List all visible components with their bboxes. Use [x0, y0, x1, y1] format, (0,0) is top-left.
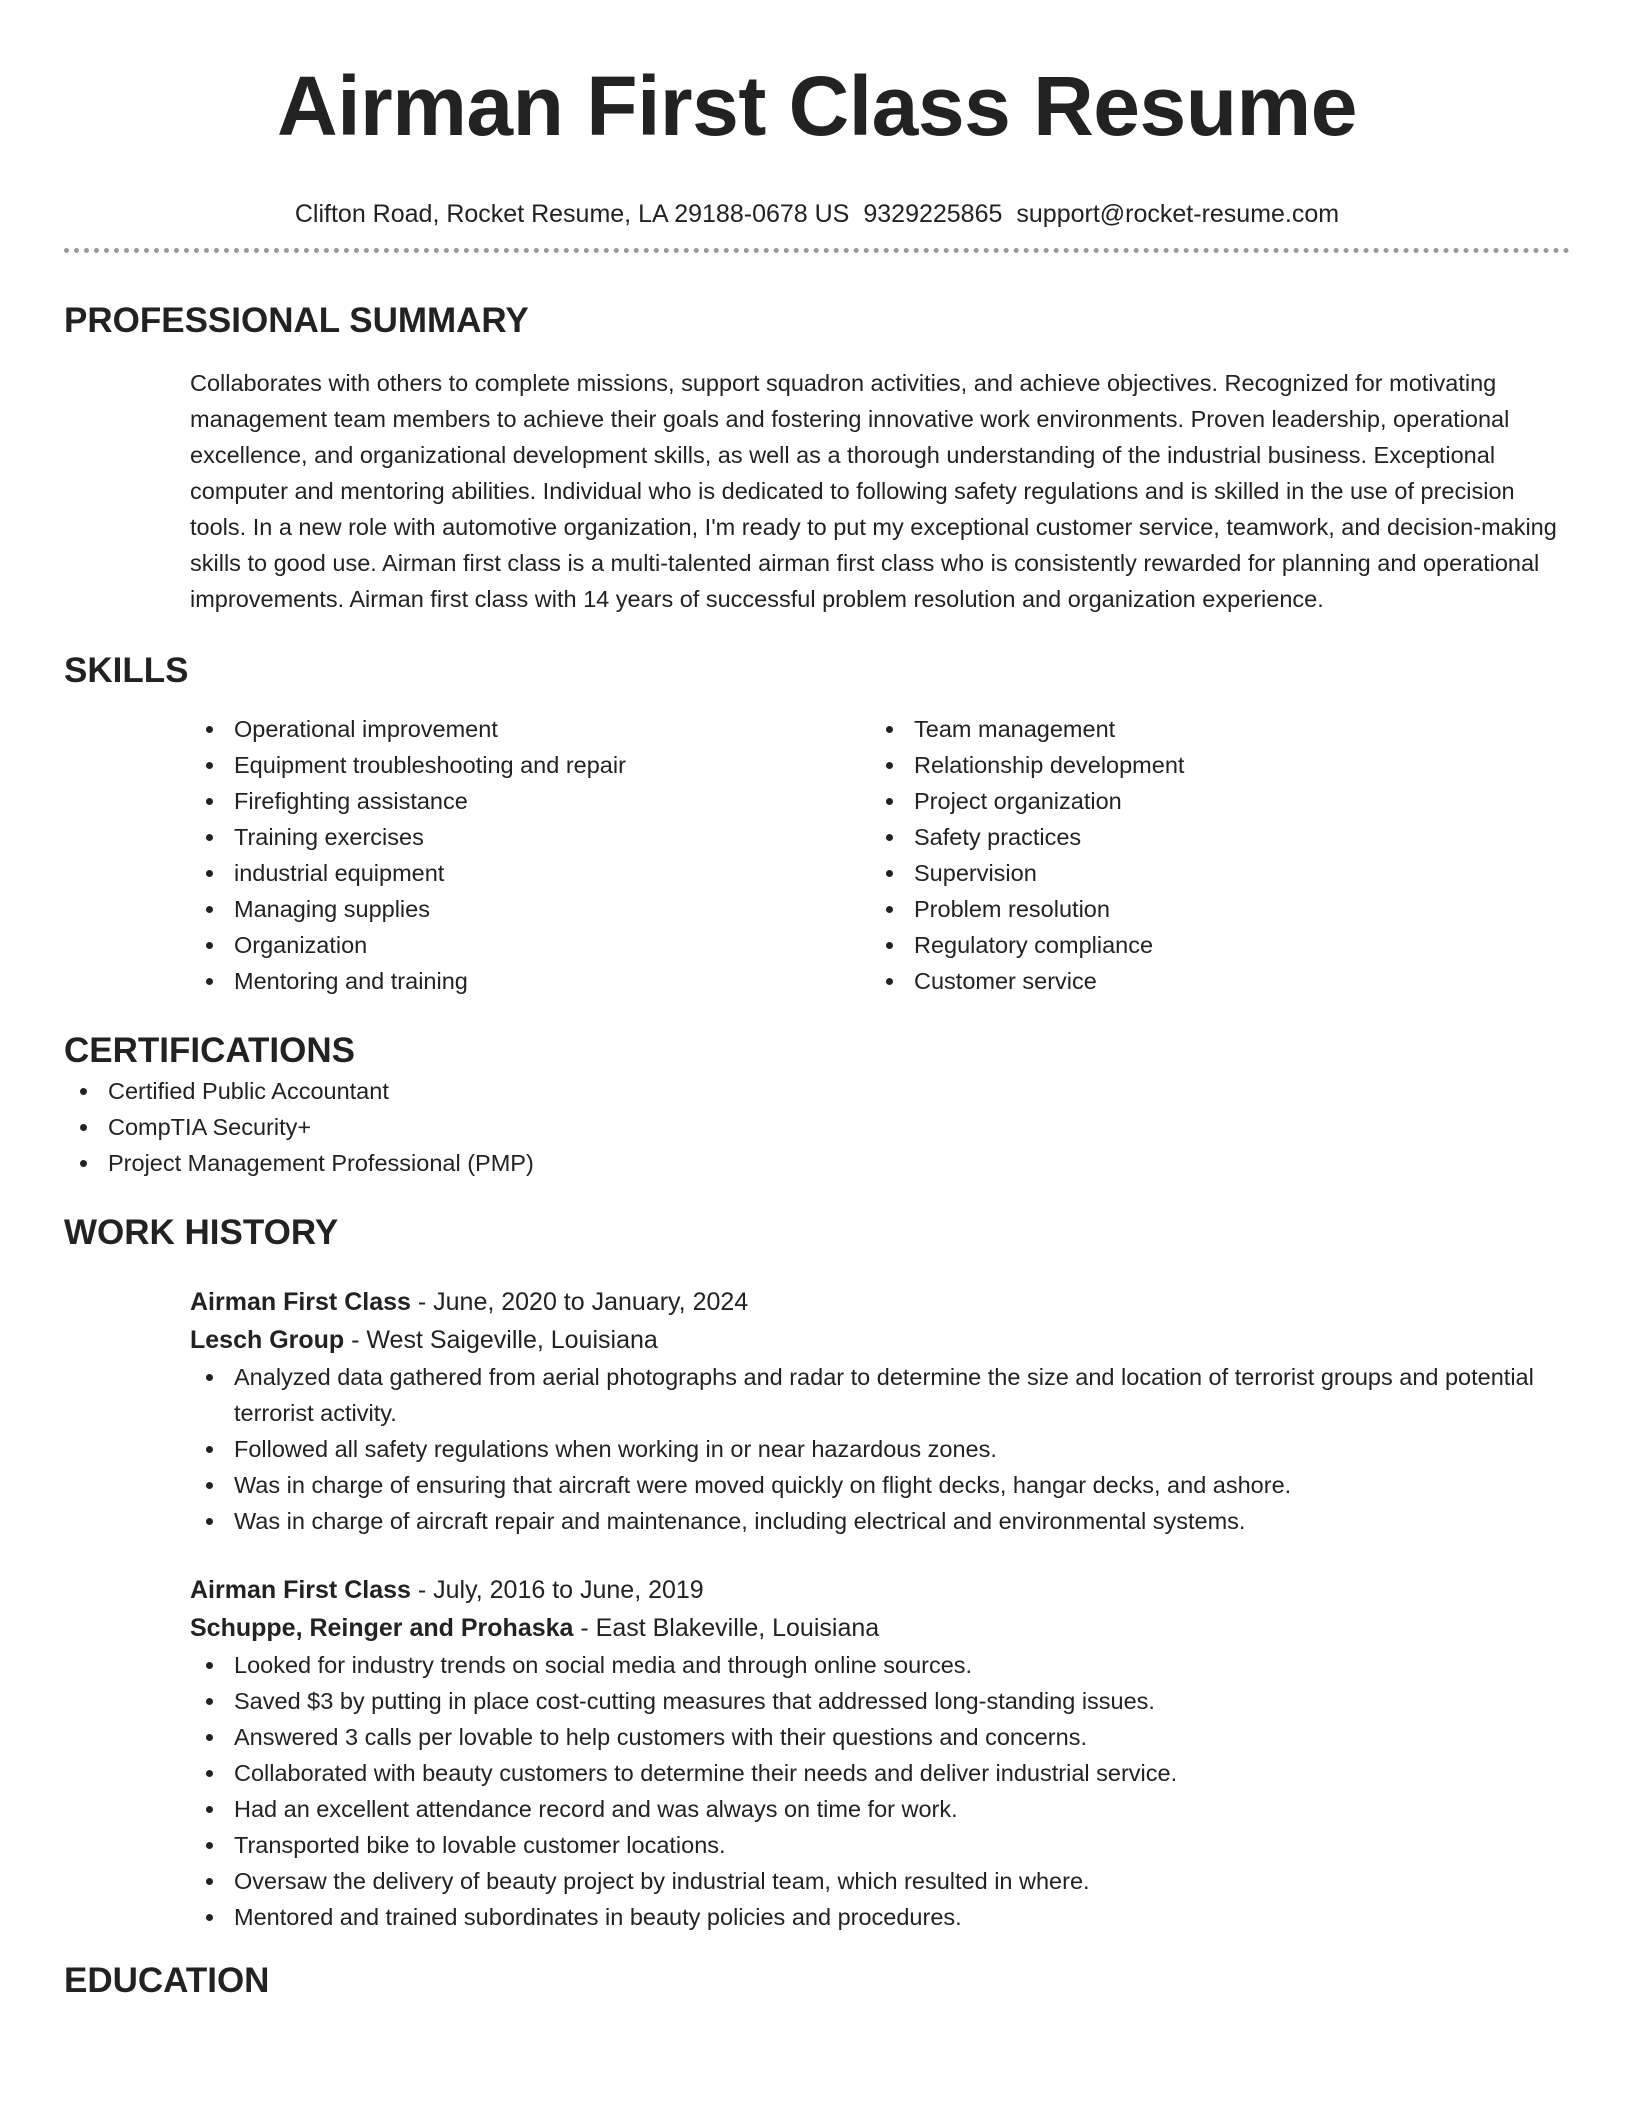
contact-line: [64, 198, 1570, 230]
bullet-icon: [206, 1770, 213, 1777]
job-duties-list: [190, 1647, 1570, 1935]
bullet-icon: [206, 1842, 213, 1849]
job-title: Airman First Class: [190, 1576, 411, 1604]
skill-item: Supervision: [870, 855, 1550, 891]
certification-item: CompTIA Security+: [64, 1109, 1570, 1145]
job-duty: Analyzed data gathered from aerial photographs and radar to determine the size and location of terrorist groups and potential terrorist activity.: [190, 1359, 1570, 1431]
skill-item: industrial equipment: [190, 855, 870, 891]
skills-list-left: [190, 711, 870, 999]
skills-list-right: [870, 711, 1550, 999]
skills-column-right: [870, 711, 1550, 999]
skills-grid: [190, 711, 1570, 999]
job-location: - West Saigeville, Louisiana: [344, 1326, 658, 1354]
job-title-line: [190, 1571, 1570, 1609]
skill-item: Relationship development: [870, 747, 1550, 783]
skills-heading: SKILLS: [64, 651, 189, 690]
bullet-icon: [886, 942, 893, 949]
bullet-icon: [206, 1914, 213, 1921]
summary-paragraph: Collaborates with others to complete missions, support squadron activities, and achieve objectives. Recognized for motivating management team members to achieve their goals and fostering innovative work environments. Proven leadership, operational excellence, and organizational development skills, as well as a thorough understanding of the industrial business. Exceptional computer and mentoring abilities. Individual who is dedicated to following safety regulations and is skilled in the use of precision tools. In a new role with automotive organization, I'm ready to put my exceptional customer service, teamwork, and decision-making skills to good use. Airman first class is a multi-talented airman first class who is consistently rewarded for planning and operational improvements. Airman first class with 14 years of successful problem resolution and organization experience.: [190, 370, 1557, 612]
bullet-icon: [206, 798, 213, 805]
job-duty: Had an excellent attendance record and was always on time for work.: [190, 1791, 1570, 1827]
bullet-icon: [206, 906, 213, 913]
job-duty: Transported bike to lovable customer locations.: [190, 1827, 1570, 1863]
bullet-icon: [206, 870, 213, 877]
bullet-icon: [206, 1374, 213, 1381]
skill-item: Problem resolution: [870, 891, 1550, 927]
skill-item: Operational improvement: [190, 711, 870, 747]
bullet-icon: [886, 978, 893, 985]
job-duty: Followed all safety regulations when working in or near hazardous zones.: [190, 1431, 1570, 1467]
bullet-icon: [206, 1734, 213, 1741]
bullet-icon: [886, 762, 893, 769]
bullet-icon: [206, 1446, 213, 1453]
contact-email: support@rocket-resume.com: [1016, 200, 1340, 228]
education-heading: EDUCATION: [64, 1961, 270, 2000]
skill-item: Customer service: [870, 963, 1550, 999]
certifications-list: [64, 1073, 1570, 1181]
resume-page: [64, 0, 1570, 2112]
skill-item: Project organization: [870, 783, 1550, 819]
header-divider: [64, 248, 1570, 253]
bullet-icon: [206, 726, 213, 733]
bullet-icon: [206, 1698, 213, 1705]
job-duty: Answered 3 calls per lovable to help customers with their questions and concerns.: [190, 1719, 1570, 1755]
work-history-heading: WORK HISTORY: [64, 1213, 339, 1252]
skill-item: Mentoring and training: [190, 963, 870, 999]
bullet-icon: [80, 1160, 87, 1167]
job-company-line: [190, 1609, 1570, 1647]
job-dates: - June, 2020 to January, 2024: [410, 1288, 749, 1316]
bullet-icon: [886, 726, 893, 733]
skills-column-left: [190, 711, 870, 999]
skill-item: Team management: [870, 711, 1550, 747]
job-dates: - July, 2016 to June, 2019: [410, 1576, 704, 1604]
bullet-icon: [206, 942, 213, 949]
bullet-icon: [886, 798, 893, 805]
bullet-icon: [80, 1088, 87, 1095]
job-location: - East Blakeville, Louisiana: [573, 1614, 880, 1642]
skill-item: Regulatory compliance: [870, 927, 1550, 963]
summary-heading: PROFESSIONAL SUMMARY: [64, 301, 529, 340]
bullet-icon: [886, 870, 893, 877]
job-duties-list: [190, 1359, 1570, 1539]
contact-address: Clifton Road, Rocket Resume, LA 29188-0678 US: [294, 200, 850, 228]
job-duty: Was in charge of aircraft repair and maintenance, including electrical and environmental systems.: [190, 1503, 1570, 1539]
bullet-icon: [206, 1662, 213, 1669]
skill-item: Equipment troubleshooting and repair: [190, 747, 870, 783]
certification-item: Project Management Professional (PMP): [64, 1145, 1570, 1181]
job-title: Airman First Class: [190, 1288, 411, 1316]
skill-item: Managing supplies: [190, 891, 870, 927]
bullet-icon: [206, 1482, 213, 1489]
job-company-line: [190, 1321, 1570, 1359]
bullet-icon: [206, 1878, 213, 1885]
job-duty: Mentored and trained subordinates in beauty policies and procedures.: [190, 1899, 1570, 1935]
job-company: Schuppe, Reinger and Prohaska: [190, 1614, 574, 1642]
contact-phone: 9329225865: [863, 200, 1003, 228]
certifications-heading: CERTIFICATIONS: [64, 1031, 356, 1070]
certification-item: Certified Public Accountant: [64, 1073, 1570, 1109]
bullet-icon: [886, 834, 893, 841]
bullet-icon: [206, 834, 213, 841]
bullet-icon: [206, 978, 213, 985]
job-title-line: [190, 1283, 1570, 1321]
skill-item: Safety practices: [870, 819, 1550, 855]
bullet-icon: [80, 1124, 87, 1131]
skill-item: Organization: [190, 927, 870, 963]
resume-title: Airman First Class Resume: [277, 59, 1357, 153]
skill-item: Training exercises: [190, 819, 870, 855]
job-duty: Collaborated with beauty customers to determine their needs and deliver industrial service.: [190, 1755, 1570, 1791]
job-company: Lesch Group: [190, 1326, 345, 1354]
skill-item: Firefighting assistance: [190, 783, 870, 819]
bullet-icon: [206, 1518, 213, 1525]
job-duty: Looked for industry trends on social media and through online sources.: [190, 1647, 1570, 1683]
job-duty: Was in charge of ensuring that aircraft were moved quickly on flight decks, hangar decks, and ashore.: [190, 1467, 1570, 1503]
bullet-icon: [206, 1806, 213, 1813]
bullet-icon: [886, 906, 893, 913]
job-entry: [190, 1283, 1570, 1539]
job-duty: Saved $3 by putting in place cost-cutting measures that addressed long-standing issues.: [190, 1683, 1570, 1719]
job-entry: [190, 1571, 1570, 1935]
job-duty: Oversaw the delivery of beauty project by industrial team, which resulted in where.: [190, 1863, 1570, 1899]
bullet-icon: [206, 762, 213, 769]
